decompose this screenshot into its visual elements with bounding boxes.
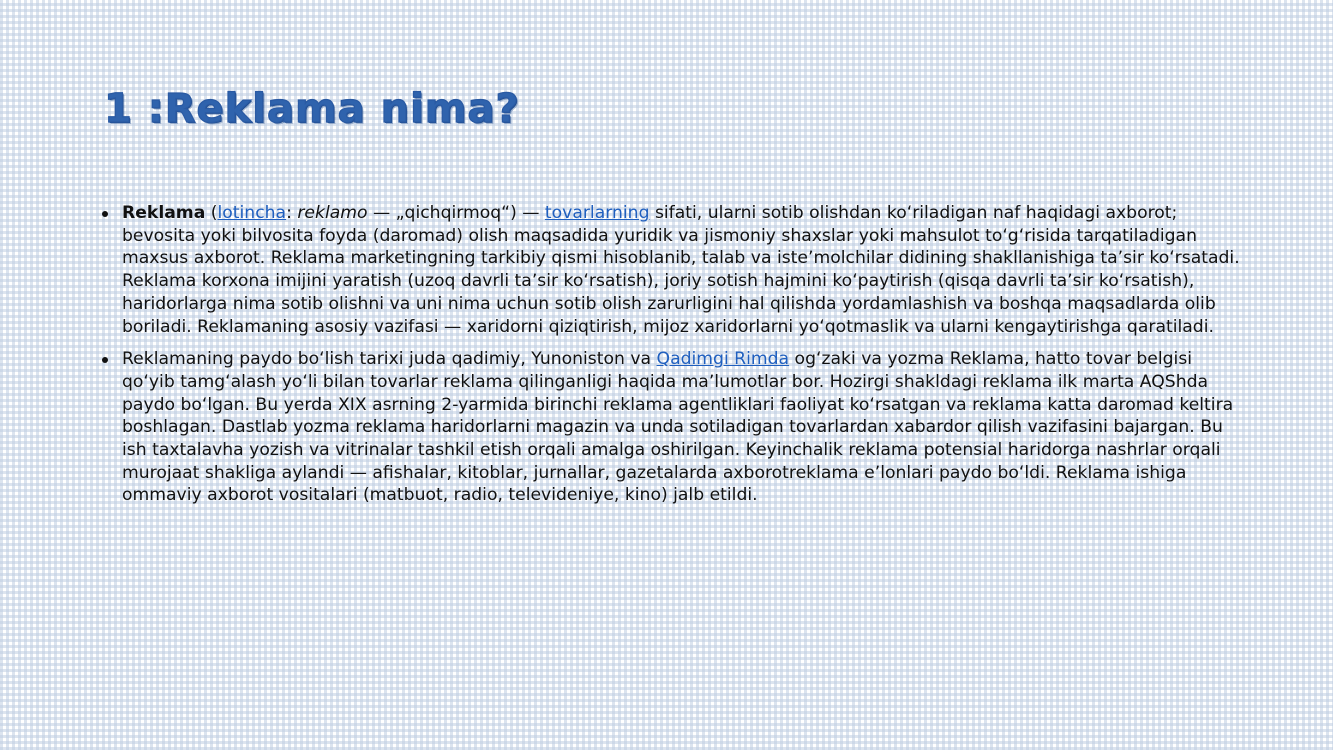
bullet-item-definition — [100, 202, 1250, 338]
history-text-before: Reklamaning paydo boʻlish tarixi juda qadimiy, Yunoniston va — [122, 349, 657, 370]
gloss-text: — „qichqirmoq“) — — [367, 203, 545, 223]
paren-open: ( — [205, 203, 218, 223]
bullet-list — [100, 202, 1250, 507]
latin-word: reklamo — [297, 203, 368, 223]
colon-text: : — [286, 203, 298, 223]
bullet-dot-icon — [102, 211, 108, 217]
link-tovarlarning[interactable]: tovarlarning — [544, 203, 650, 223]
slide-content — [100, 202, 1250, 517]
bullet-dot-icon — [102, 357, 108, 363]
definition-text: sifati, ularni sotib olishdan koʻriladigan naf haqidagi axborot; bevosita yoki bilvosita foyda (daromad) olish maqsadida yuridik va jismoniy shaxslar yoki mahsulot toʻgʻrisida tarqatiladigan maxsus axborot. Reklama marketingning tarkibiy qismi hisoblanib, talab va isteʼmolchilar didining shakllanishiga taʼsir koʻrsatadi. Reklama korxona imijini yaratish (uzoq davrli taʼsir koʻrsatish), joriy sotish hajmini koʻpaytirish (qisqa davrli taʼsir koʻrsatish), haridorlarga nima sotib olishni va uni nima uchun sotib olish zarurligini hal qilishda yordamlashish va boshqa maqsadlarda olib boriladi. Reklamaning asosiy vazifasi — xaridorni qiziqtirish, mijoz xaridorlarni yoʻqotmaslik va ularni kengaytirishga qaratiladi. — [122, 203, 1240, 337]
term-reklama: Reklama — [122, 203, 206, 223]
history-text-after: ogʻzaki va yozma Reklama, hatto tovar belgisi qoʻyib tamgʻalash yoʻli bilan tovarlar reklama qilinganligi haqida maʼlumotlar bor. Hozirgi shakldagi reklama ilk marta AQShda paydo boʻlgan. Bu yerda XIX asrning 2-yarmida birinchi reklama agentliklari faoliyat koʻrsatgan va reklama katta daromad keltira boshlagan. Dastlab yozma reklama haridorlarni magazin va unda sotiladigan tovarlardan xabardor qilish vazifasini bajargan. Bu ish taxtalavha yozish va vitrinalar tashkil etish orqali amalga oshirilgan. Keyinchalik reklama potensial haridorga nashrlar orqali murojaat shakliga aylandi — afishalar, kitoblar, jurnallar, gazetalarda axborotreklama eʼlonlari paydo boʻldi. Reklama ishiga ommaviy axborot vositalari (matbuot, radio, televideniye, kino) jalb etildi. — [122, 349, 1234, 506]
link-lotincha[interactable]: lotincha — [217, 203, 287, 223]
link-qadimgi-rimda[interactable]: Qadimgi Rimda — [656, 349, 790, 370]
bullet-item-history — [100, 348, 1250, 507]
slide-title: 1 :Reklama nima? — [104, 86, 520, 132]
